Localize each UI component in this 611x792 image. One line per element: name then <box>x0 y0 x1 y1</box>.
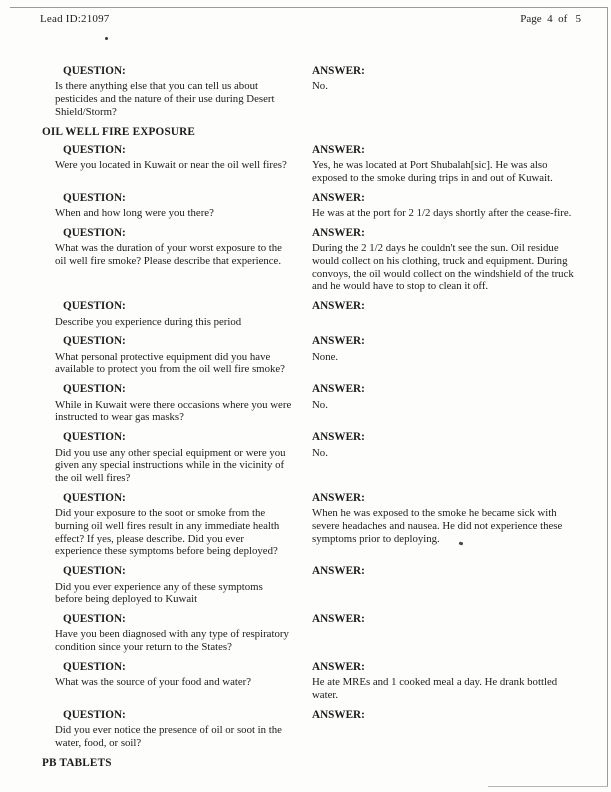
question-text: Did you use any other special equipment or were you given any special instructions while in the vicinity of the oil well fires? <box>55 446 286 484</box>
answer-block <box>312 300 581 328</box>
answer-block <box>312 65 581 119</box>
question-block <box>55 335 300 376</box>
question-text: While in Kuwait were there occasions where you were instructed to wear gas masks? <box>55 398 292 424</box>
qa-row <box>55 144 581 185</box>
scan-artifact-dot <box>105 37 108 40</box>
question-label: QUESTION: <box>63 191 126 204</box>
question-text: Did you ever notice the presence of oil or soot in the water, food, or soil? <box>55 724 282 749</box>
question-label: QUESTION: <box>63 65 126 77</box>
question-block <box>55 613 300 654</box>
question-label: QUESTION: <box>63 491 126 504</box>
qa-row <box>55 431 581 485</box>
question-text: Were you located in Kuwait or near the oil well fires? <box>55 159 287 172</box>
question-label: QUESTION: <box>63 431 126 444</box>
question-block <box>55 492 300 558</box>
section-heading: PB TABLETS <box>42 756 112 769</box>
answer-text: He ate MREs and 1 cooked meal a day. He drank bottled water. <box>312 676 558 702</box>
page-number-label: Page 4 of 5 <box>520 13 581 25</box>
answer-block <box>312 613 581 654</box>
answer-label: ANSWER: <box>312 708 365 721</box>
question-label: QUESTION: <box>63 300 126 313</box>
qa-row <box>55 192 581 220</box>
qa-row <box>55 65 581 119</box>
answer-block <box>312 565 581 606</box>
qa-row <box>55 709 581 750</box>
question-label: QUESTION: <box>63 383 126 396</box>
qa-row <box>55 227 581 293</box>
scan-edge-line-bottom <box>488 786 608 787</box>
qa-row <box>55 613 581 654</box>
section-heading: OIL WELL FIRE EXPOSURE <box>42 125 196 138</box>
question-text: Did your exposure to the soot or smoke from the burning oil well fires result in any immediate health effect? If yes, please describe. Did you ever experience these symptoms before being deployed? <box>55 507 280 558</box>
qa-row <box>55 661 581 702</box>
answer-block <box>312 492 581 558</box>
question-label: QUESTION: <box>63 335 126 348</box>
answer-text: During the 2 1/2 days he couldn't see the sun. Oil residue would collect on his clothing, truck and equipment. During convoys, the oil would collect on the windshield of the truck and he would have to stop to clean it off. <box>312 242 574 293</box>
question-label: QUESTION: <box>63 613 126 625</box>
answer-block <box>312 383 581 424</box>
question-block <box>55 65 300 119</box>
answer-text: He was at the port for 2 1/2 days shortly after the cease-fire. <box>312 206 572 219</box>
question-label: QUESTION: <box>63 708 126 721</box>
answer-label: ANSWER: <box>312 431 365 444</box>
answer-block <box>312 144 581 185</box>
question-text: Did you ever experience any of these symptoms before being deployed to Kuwait <box>55 580 263 606</box>
answer-label: ANSWER: <box>312 383 365 396</box>
answer-block <box>312 335 581 376</box>
scan-edge-line-top <box>10 7 608 8</box>
answer-text: No. <box>312 446 328 459</box>
answer-block <box>312 661 581 702</box>
qa-row <box>55 300 581 328</box>
answer-label: ANSWER: <box>312 565 365 578</box>
lead-id-label: Lead ID:21097 <box>40 13 110 25</box>
answer-text: When he was exposed to the smoke he became sick with severe headaches and nausea. He did not experience these symptoms prior to deploying. <box>312 507 563 545</box>
answer-label: ANSWER: <box>312 660 365 673</box>
question-block <box>55 709 300 750</box>
question-text: Have you been diagnosed with any type of respiratory condition since your return to the States? <box>55 628 289 654</box>
scan-edge-line-right <box>607 7 608 787</box>
answer-text: No. <box>312 80 328 93</box>
question-label: QUESTION: <box>63 226 126 239</box>
answer-label: ANSWER: <box>312 613 365 625</box>
question-text: When and how long were you there? <box>55 206 214 219</box>
qa-row <box>55 492 581 558</box>
question-block <box>55 227 300 293</box>
question-block <box>55 661 300 702</box>
question-block <box>55 192 300 220</box>
question-block <box>55 565 300 606</box>
question-label: QUESTION: <box>63 565 126 578</box>
answer-label: ANSWER: <box>312 191 365 204</box>
answer-label: ANSWER: <box>312 300 365 313</box>
question-block <box>55 383 300 424</box>
question-label: QUESTION: <box>63 143 126 156</box>
question-text: What was the duration of your worst exposure to the oil well fire smoke? Please describe that experience. <box>55 242 282 267</box>
answer-text: None. <box>312 350 339 363</box>
question-text: What was the source of your food and water? <box>55 676 252 689</box>
answer-text: No. <box>312 398 328 411</box>
question-text: What personal protective equipment did you have available to protect you from the oil well fire smoke? <box>55 350 285 376</box>
question-text: Describe you experience during this period <box>55 315 242 328</box>
qa-row <box>55 383 581 424</box>
question-text: Is there anything else that you can tell us about pesticides and the nature of their use during Desert Shield/Storm? <box>55 80 275 118</box>
answer-block <box>312 227 581 293</box>
page-header <box>0 0 611 25</box>
answer-label: ANSWER: <box>312 226 365 239</box>
qa-row <box>55 335 581 376</box>
answer-text: Yes, he was located at Port Shubalah[sic]. He was also exposed to the smoke during trips in and out of Kuwait. <box>312 159 553 184</box>
question-block <box>55 300 300 328</box>
answer-label: ANSWER: <box>312 491 365 504</box>
answer-block <box>312 709 581 750</box>
answer-block <box>312 431 581 485</box>
question-block <box>55 431 300 485</box>
question-label: QUESTION: <box>63 660 126 673</box>
answer-label: ANSWER: <box>312 143 365 156</box>
answer-label: ANSWER: <box>312 335 365 348</box>
answer-label: ANSWER: <box>312 65 365 77</box>
answer-block <box>312 192 581 220</box>
qa-row <box>55 565 581 606</box>
qa-list <box>42 65 581 769</box>
question-block <box>55 144 300 185</box>
